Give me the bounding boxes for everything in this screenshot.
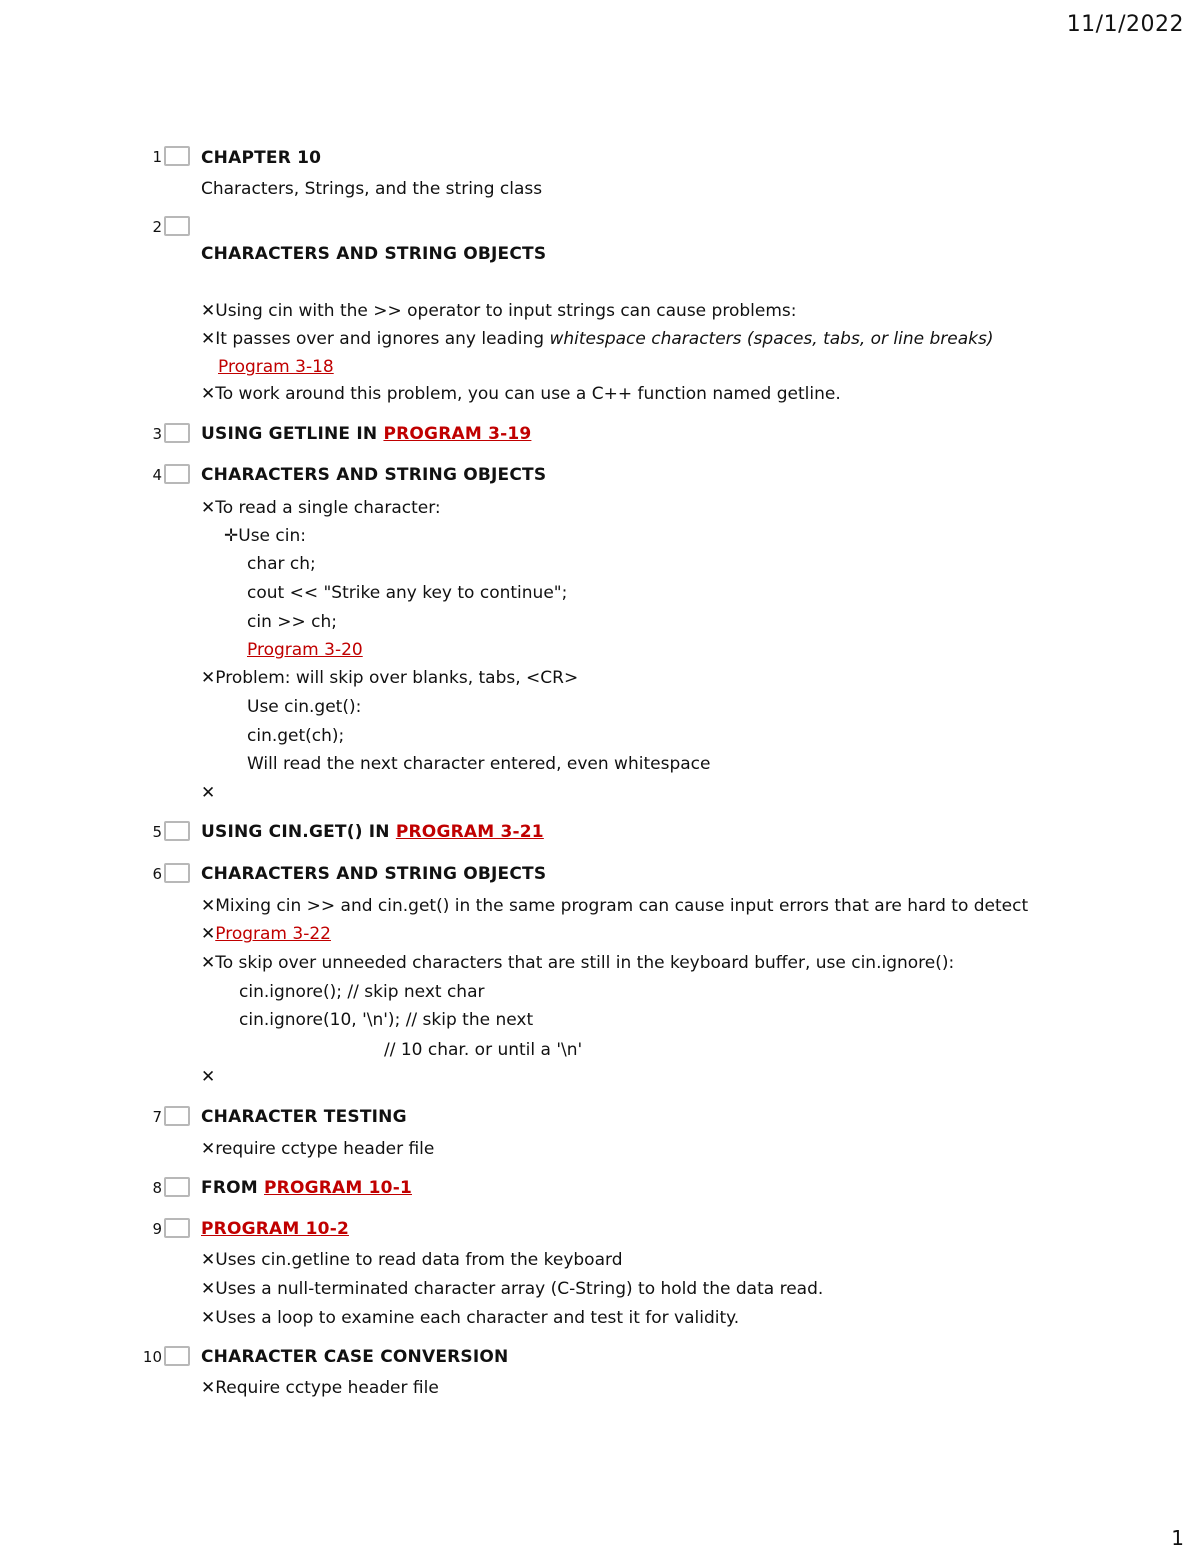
slide-title: CHAPTER 10 xyxy=(201,148,322,168)
bullet-item: ✕Uses a null-terminated character array (C-String) to hold the data read. xyxy=(201,1279,824,1299)
code-line: cin.get(ch); xyxy=(247,726,345,746)
slide-title: USING CIN.GET() IN PROGRAM 3-21 xyxy=(201,822,544,842)
slide-checkbox[interactable] xyxy=(164,146,190,166)
code-line: cin.ignore(10, '\n'); // skip the next xyxy=(239,1010,534,1030)
bullet-item: ✕To skip over unneeded characters that are still in the keyboard buffer, use cin.ignore(): xyxy=(201,953,955,973)
program-link[interactable]: PROGRAM 3-19 xyxy=(383,424,532,444)
bullet-item: ✕Uses a loop to examine each character and test it for validity. xyxy=(201,1308,740,1328)
bullet-x-icon: ✕ xyxy=(201,668,216,688)
slide-title: CHARACTERS AND STRING OBJECTS xyxy=(201,465,547,485)
code-line: char ch; xyxy=(247,554,316,574)
bullet-x-icon: ✕ xyxy=(201,329,216,349)
program-link[interactable]: Program 3-20 xyxy=(247,640,363,660)
bullet-x-icon: ✕ xyxy=(201,783,216,803)
slide-title: USING GETLINE IN PROGRAM 3-19 xyxy=(201,424,532,444)
bullet-x-icon: ✕ xyxy=(201,896,216,916)
slide-title: CHARACTERS AND STRING OBJECTS xyxy=(201,244,547,264)
bullet-item: ✕To read a single character: xyxy=(201,498,441,518)
bullet-x-icon: ✕ xyxy=(201,1067,216,1087)
program-link[interactable]: Program 3-22 xyxy=(215,924,331,944)
slide-checkbox[interactable] xyxy=(164,821,190,841)
code-line: Use cin.get(): xyxy=(247,697,362,717)
bullet-x-icon: ✕ xyxy=(201,1308,216,1328)
bullet-x-icon: ✕ xyxy=(201,1139,216,1159)
bullet-item: ✕Problem: will skip over blanks, tabs, <CR> xyxy=(201,668,579,688)
document-date: 11/1/2022 xyxy=(1066,12,1184,37)
slide-title: FROM PROGRAM 10-1 xyxy=(201,1178,412,1198)
bullet-item: ✕Require cctype header file xyxy=(201,1378,439,1398)
bullet-x-icon: ✕ xyxy=(201,1279,216,1299)
bullet-item xyxy=(201,924,331,944)
program-link[interactable]: PROGRAM 10-1 xyxy=(264,1178,412,1198)
slide-number: 8 xyxy=(152,1179,162,1197)
code-line: cin >> ch; xyxy=(247,612,337,632)
bullet-item: ✕Mixing cin >> and cin.get() in the same program can cause input errors that are hard to detect xyxy=(201,896,1029,916)
page-number: 1 xyxy=(1171,1526,1184,1550)
bullet-x-icon: ✕ xyxy=(201,924,216,944)
slide-checkbox[interactable] xyxy=(164,423,190,443)
slide-number: 4 xyxy=(152,466,162,484)
bullet-x-icon: ✕ xyxy=(201,953,216,973)
slide-number: 10 xyxy=(142,1348,162,1366)
slide-number: 9 xyxy=(152,1220,162,1238)
slide-title: CHARACTERS AND STRING OBJECTS xyxy=(201,864,547,884)
slide-checkbox[interactable] xyxy=(164,216,190,236)
slide-number: 6 xyxy=(152,865,162,883)
sub-bullet-item: ✛Use cin: xyxy=(224,526,306,546)
slide-number: 5 xyxy=(152,823,162,841)
slide-checkbox[interactable] xyxy=(164,1218,190,1238)
bullet-plus-icon: ✛ xyxy=(224,526,239,546)
bullet-x-icon: ✕ xyxy=(201,498,216,518)
program-link[interactable]: PROGRAM 3-21 xyxy=(395,822,544,842)
slide-title: CHARACTER TESTING xyxy=(201,1107,407,1127)
slide-title: CHARACTER CASE CONVERSION xyxy=(201,1347,509,1367)
code-line: cin.ignore(); // skip next char xyxy=(239,982,485,1002)
bullet-x-icon: ✕ xyxy=(201,1250,216,1270)
code-line: Will read the next character entered, even whitespace xyxy=(247,754,711,774)
program-link[interactable]: Program 3-18 xyxy=(218,357,334,377)
bullet-x-icon: ✕ xyxy=(201,301,216,321)
slide-number: 3 xyxy=(152,425,162,443)
bullet-item: ✕require cctype header file xyxy=(201,1139,435,1159)
slide-checkbox[interactable] xyxy=(164,863,190,883)
program-link[interactable]: PROGRAM 10-2 xyxy=(201,1219,349,1239)
bullet-item: ✕To work around this problem, you can use a C++ function named getline. xyxy=(201,384,841,404)
slide-number: 7 xyxy=(152,1108,162,1126)
slide-checkbox[interactable] xyxy=(164,1177,190,1197)
bullet-x-icon: ✕ xyxy=(201,1378,216,1398)
slide-checkbox[interactable] xyxy=(164,1346,190,1366)
slide-checkbox[interactable] xyxy=(164,1106,190,1126)
bullet-item: ✕Uses cin.getline to read data from the keyboard xyxy=(201,1250,623,1270)
slide-number: 1 xyxy=(152,148,162,166)
code-line: // 10 char. or until a '\n' xyxy=(384,1040,583,1060)
code-line: cout << "Strike any key to continue"; xyxy=(247,583,568,603)
slide-number: 2 xyxy=(152,218,162,236)
slide-checkbox[interactable] xyxy=(164,464,190,484)
bullet-x-icon: ✕ xyxy=(201,384,216,404)
slide-subtitle: Characters, Strings, and the string class xyxy=(201,179,543,199)
bullet-item: ✕Using cin with the >> operator to input strings can cause problems: xyxy=(201,301,797,321)
bullet-item: ✕It passes over and ignores any leading whitespace characters (spaces, tabs, or line breaks) xyxy=(201,329,994,349)
